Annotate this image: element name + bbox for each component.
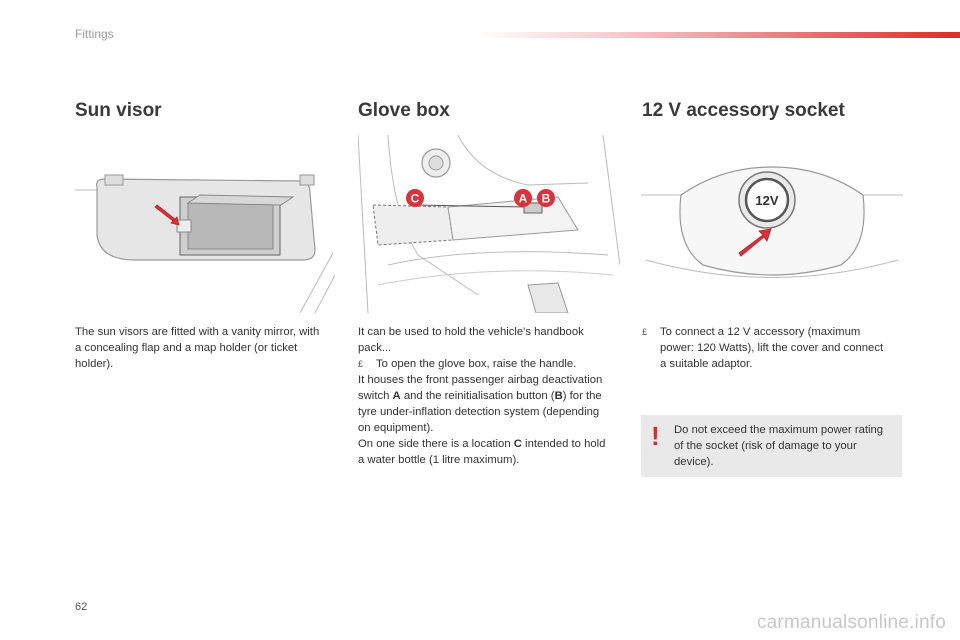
page-number: 62	[75, 601, 88, 613]
socket-title: 12 V accessory socket	[642, 100, 845, 121]
section-label: Fittings	[75, 27, 114, 41]
callout-a: A	[518, 191, 528, 206]
warning-icon: !	[651, 421, 660, 451]
sun-visor-title: Sun visor	[75, 100, 162, 121]
callout-b: B	[541, 191, 551, 206]
socket-label: 12V	[755, 193, 779, 208]
glove-box-bottle-text: On one side there is a location C intended to hold a water bottle (1 litre maximum).	[358, 438, 606, 466]
header-accent-bar	[475, 32, 960, 38]
sun-visor-illustration	[75, 135, 335, 313]
socket-bullet: £ To connect a 12 V accessory (maximum power: 120 Watts), lift the cover and connect a suitable adaptor.	[642, 326, 884, 370]
glove-box-text	[358, 324, 608, 468]
bullet-marker-icon: £	[358, 359, 364, 369]
socket-text	[642, 324, 892, 372]
bullet-marker-icon: £	[642, 327, 648, 337]
warning-panel	[641, 415, 902, 477]
glove-box-intro: It can be used to hold the vehicle's handbook pack...	[358, 326, 584, 354]
callout-c: C	[410, 191, 420, 206]
glove-box-illustration	[358, 135, 620, 313]
socket-illustration	[641, 135, 903, 313]
watermark: carmanualsonline.info	[756, 612, 946, 633]
warning-text: Do not exceed the maximum power rating of the socket (risk of damage to your device).	[674, 424, 884, 468]
sun-visor-text: The sun visors are fitted with a vanity mirror, with a concealing flap and a map holder (or ticket holder).	[75, 326, 320, 370]
glove-box-switch-text: It houses the front passenger airbag deactivation switch A and the reinitialisation button (B) for the tyre under-inflation detection system (depending on equipment).	[358, 374, 603, 434]
glove-box-bullet: £ To open the glove box, raise the handle.	[358, 358, 577, 370]
glove-box-title: Glove box	[358, 100, 450, 121]
